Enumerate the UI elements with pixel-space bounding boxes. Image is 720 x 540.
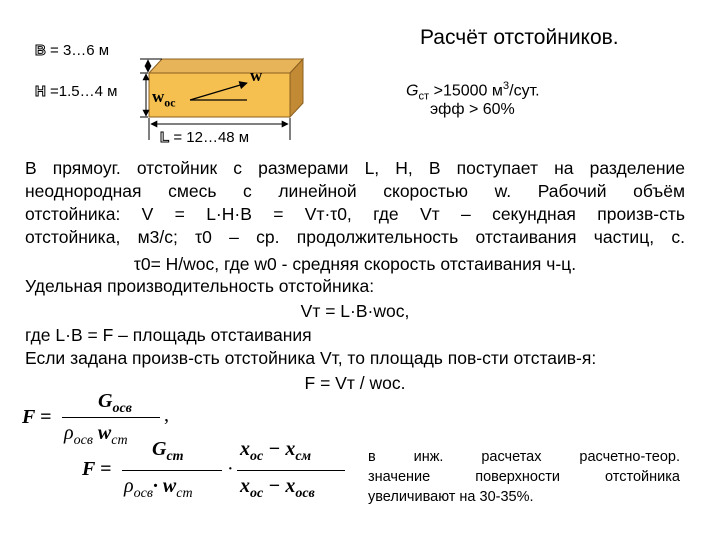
formula-2-frac1-num-symbol: G [152, 438, 167, 460]
paragraph-line-4: отстойника, м3/с; τ0 – ср. продолжительность отстаивания частиц, с. [25, 227, 685, 247]
formula-2-lhs: F = [82, 458, 112, 480]
formula-1-den-rho-sub: осв [73, 433, 93, 448]
formula-2-frac1-bar [122, 470, 222, 471]
formula-2-frac2-num-b-sub: см [295, 449, 312, 464]
paragraph-line-9: Если задана произв-сть отстойника Vт, то площадь пов-сти отстаив-я: [25, 348, 597, 368]
formula-2-frac2-bar [237, 470, 345, 471]
formula-2-frac2-den-b-sub: осв [295, 486, 315, 501]
velocity-w-label: w [250, 66, 263, 85]
note-line-1: в инж. расчетах расчетно-теор. [368, 449, 680, 465]
formula-2-frac1-num-sub: ст [166, 449, 184, 464]
formula-1-den-rho: ρ [64, 422, 74, 444]
formula-2-frac1-den [124, 475, 193, 502]
formula-2-frac2-num-a-sub: ос [250, 449, 264, 464]
paragraph-line-5: τ0= H/wос, где w0 - средняя скорость отстаивания ч-ц. [133, 254, 577, 274]
velocity-woc-sub: ос [164, 95, 176, 110]
formula-2-frac2-den-a: x [240, 475, 250, 497]
formula-1-num-sub: осв [112, 401, 132, 416]
formula-2-frac2-num [240, 438, 311, 465]
paragraph-line-8: где L·B = F – площадь отстаивания [25, 325, 312, 345]
capacity-symbol: G [406, 82, 419, 100]
capacity-unit-tail: /сут. [509, 82, 540, 100]
formula-2 [82, 438, 352, 508]
dimension-l-range: = 12…48 м [169, 129, 250, 146]
note-line-3: увеличивают на 30-35%. [368, 489, 534, 505]
formula-1-den-w-sub: ст [111, 433, 128, 448]
formula-1-numerator [98, 390, 132, 417]
paragraph-line-3: отстойника: V = L·H·B = Vт·τ0, где Vт – секундная произв-сть [25, 204, 685, 224]
paragraph-line-10: F = Vт / wос. [304, 373, 406, 393]
capacity-unit-sup: 3 [502, 80, 510, 92]
engineering-note [368, 447, 680, 507]
formula-2-dot: · [227, 458, 234, 480]
page-title: Расчёт отстойников. [420, 26, 619, 49]
formula-2-frac1-den-rho-sub: осв [133, 486, 153, 501]
paragraph-line-6: Удельная производительность отстойника: [25, 276, 375, 296]
formula-2-frac2-den-minus: − [268, 475, 281, 497]
velocity-woc-letter: w [152, 87, 165, 106]
formula-1-num-symbol: G [98, 390, 113, 412]
capacity-spec [406, 80, 540, 103]
paragraph-line-1: В прямоуг. отстойник с размерами L, H, B поступает на разделение [25, 158, 685, 178]
formula-2-frac1-den-w-sub: ст [176, 486, 193, 501]
formula-1-lhs: F = [22, 406, 52, 428]
formula-1-den-w: w [97, 422, 112, 444]
formula-2-frac2-den [240, 475, 315, 502]
note-line-2: значение поверхности отстойника [368, 469, 680, 485]
dimension-l-letter: L [160, 129, 170, 146]
dimension-b-range: = 3…6 м [45, 42, 110, 59]
dimension-h-letter: H [35, 83, 46, 100]
formula-2-frac1-num [152, 438, 184, 465]
formula-2-frac2-num-b: x [285, 438, 296, 460]
tank-diagram [0, 0, 720, 160]
paragraph-line-7: Vт = L·B·wос, [300, 301, 410, 321]
efficiency-spec: эфф > 60% [430, 101, 515, 118]
formula-2-frac2-den-a-sub: ос [250, 486, 264, 501]
formula-2-frac1-den-w: · w [152, 475, 177, 497]
formula-1-comma: , [164, 404, 169, 426]
formula-2-frac1-den-rho: ρ [124, 475, 134, 497]
velocity-woc-label [152, 87, 176, 110]
formula-2-frac2-num-minus: − [268, 438, 281, 460]
capacity-symbol-sub: ст [418, 90, 430, 103]
formula-1-fraction-bar [62, 417, 160, 418]
formula-2-frac2-num-a: x [240, 438, 250, 460]
capacity-value: >15000 м [429, 82, 503, 100]
paragraph-line-2: неоднородная смесь с линейной скоростью w. Рабочий объём [25, 181, 685, 201]
formula-2-frac2-den-b: x [285, 475, 296, 497]
dimension-b-letter: B [35, 42, 46, 59]
dimension-h-range: =1.5…4 м [45, 83, 118, 100]
